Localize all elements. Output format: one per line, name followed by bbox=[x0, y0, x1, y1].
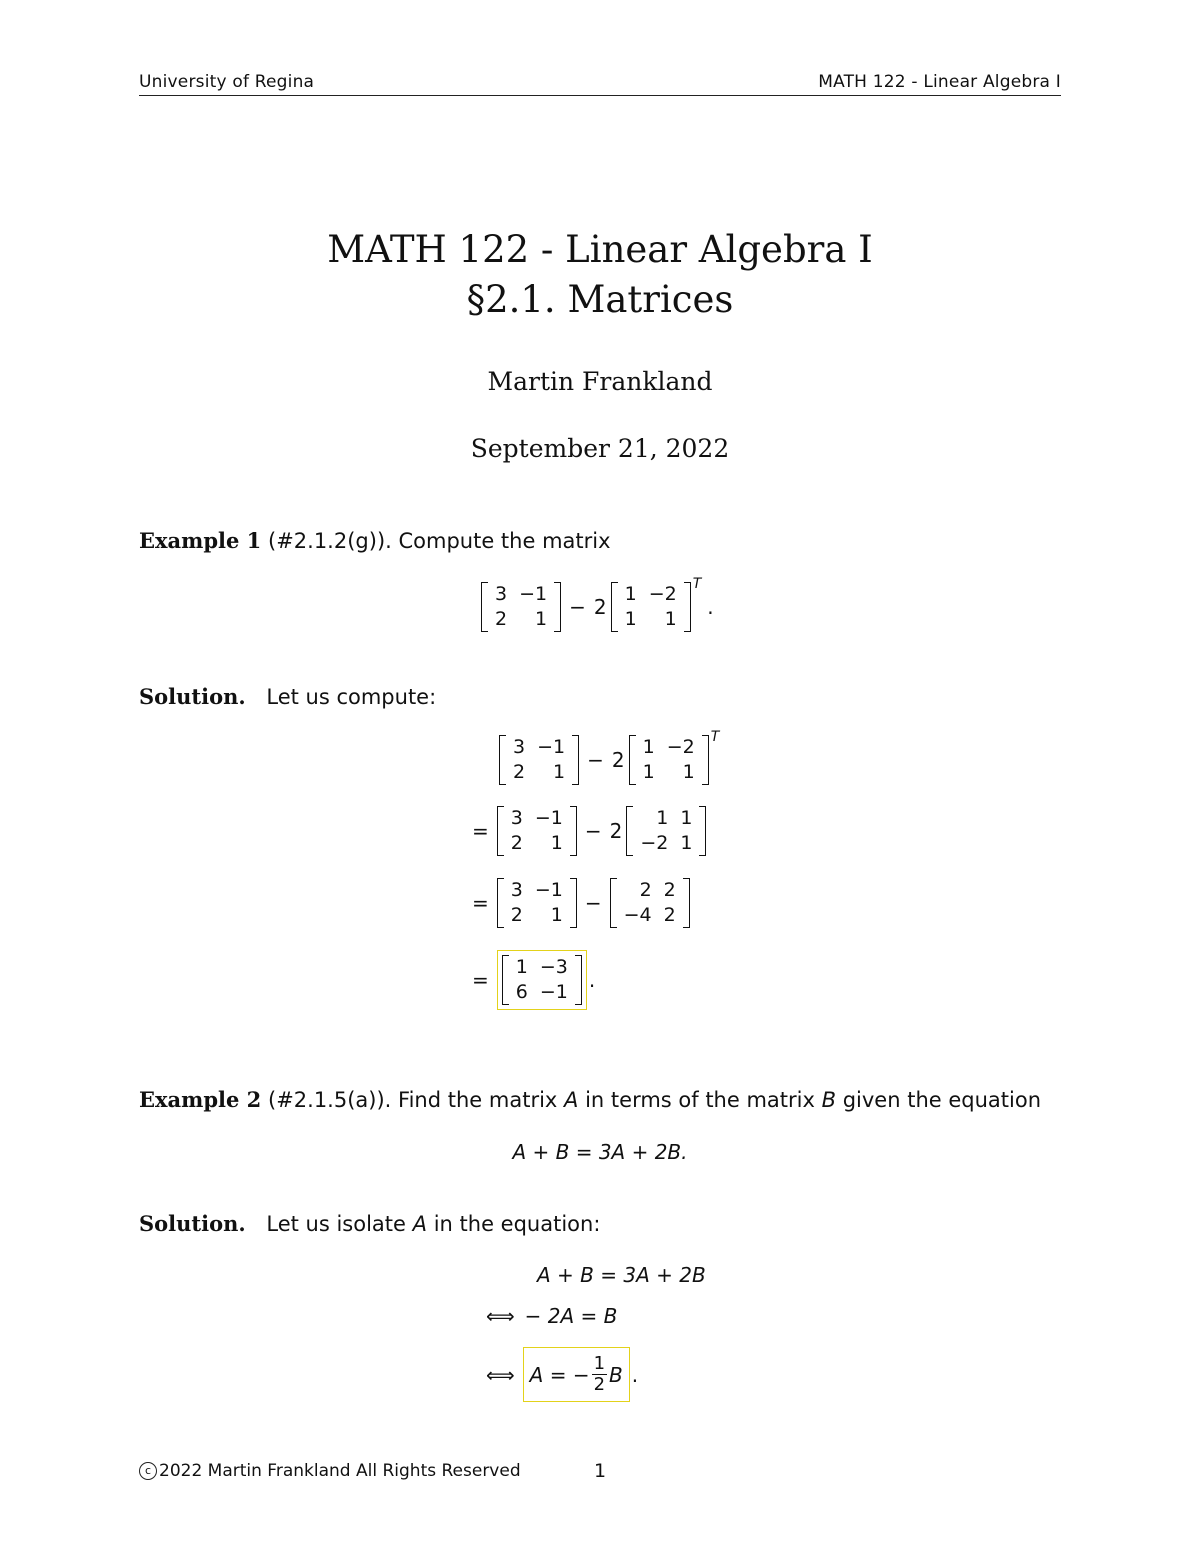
matrix-entry: 3 bbox=[510, 879, 523, 901]
example-1-statement bbox=[139, 528, 611, 553]
solution-2-line-3: ⟺ A = − $\frac{1}{2}$ B . bbox=[486, 1347, 638, 1402]
page-number: 1 bbox=[594, 1460, 607, 1482]
solution-1-result: = 1 −3 6 −1 . bbox=[472, 950, 595, 1010]
footer-copyright: c 2022 Martin Frankland All Rights Reserved bbox=[139, 1461, 521, 1481]
matrix-entry: 2 bbox=[510, 832, 523, 854]
matrix-entry: 1 bbox=[624, 583, 637, 605]
matrix-entry: −3 bbox=[539, 956, 568, 978]
transpose-superscript: T bbox=[692, 576, 702, 592]
example-1-expression: 3 −1 2 1 − 2 1 −2 1 1 T . bbox=[481, 582, 714, 632]
matrix-entry: −2 bbox=[648, 583, 677, 605]
matrix-entry: −1 bbox=[539, 981, 568, 1003]
solution-2-label: Solution. bbox=[139, 1211, 246, 1236]
iff-symbol: ⟺ bbox=[486, 1304, 515, 1328]
example-2-label: Example 2 bbox=[139, 1087, 262, 1112]
matrix-entry: 1 bbox=[642, 736, 655, 758]
solution-1-line-2: = 3 −1 2 1 − 2 1 1 −2 1 bbox=[472, 806, 706, 856]
matrix-entry: 2 bbox=[639, 879, 652, 901]
matrix-entry: 3 bbox=[513, 736, 526, 758]
matrix-entry: 1 bbox=[680, 807, 693, 829]
header-rule bbox=[139, 95, 1061, 96]
matrix-entry: 1 bbox=[664, 608, 677, 630]
matrix-entry: −2 bbox=[640, 832, 669, 854]
matrix-entry: −2 bbox=[666, 736, 695, 758]
matrix-entry: 6 bbox=[515, 981, 528, 1003]
matrix-entry: 1 bbox=[642, 761, 655, 783]
matrix-entry: 2 bbox=[510, 904, 523, 926]
section-title: §2.1. Matrices bbox=[466, 278, 734, 321]
example-2-statement: Example 2 (#2.1.5(a)). Find the matrix A in terms of the matrix B given the equation bbox=[139, 1087, 1042, 1112]
example-1-text: Compute the matrix bbox=[398, 529, 611, 553]
date: September 21, 2022 bbox=[470, 434, 730, 463]
iff-symbol: ⟺ bbox=[486, 1362, 515, 1387]
matrix-entry: −1 bbox=[519, 583, 548, 605]
fraction-one-half: $\frac{1}{2}$ bbox=[593, 1353, 606, 1395]
solution-1-line-1: 3 −1 2 1 − 2 1 −2 1 1 T bbox=[499, 735, 719, 785]
matrix-entry: 1 bbox=[553, 761, 566, 783]
header-course: MATH 122 - Linear Algebra I bbox=[818, 72, 1061, 92]
matrix-entry: 2 bbox=[495, 608, 508, 630]
solution-1-label: Solution. bbox=[139, 684, 246, 709]
matrix-result bbox=[502, 955, 582, 1005]
matrix-a bbox=[497, 806, 577, 856]
matrix-entry: 1 bbox=[550, 832, 563, 854]
matrix-b-transpose bbox=[626, 806, 706, 856]
matrix-entry: −1 bbox=[534, 879, 563, 901]
matrix-a bbox=[499, 735, 579, 785]
matrix-two-b-transpose bbox=[610, 878, 690, 928]
matrix-entry: −1 bbox=[534, 807, 563, 829]
header-institution: University of Regina bbox=[139, 72, 315, 92]
result-highlight-box: A = − $\frac{1}{2}$ B bbox=[523, 1347, 630, 1402]
matrix-b bbox=[611, 582, 691, 632]
matrix-a bbox=[497, 878, 577, 928]
matrix-entry: 1 bbox=[535, 608, 548, 630]
matrix-entry: 1 bbox=[680, 832, 693, 854]
solution-1-intro: Solution. Let us compute: bbox=[139, 684, 437, 709]
example-1-ref: (#2.1.2(g)). bbox=[268, 529, 392, 553]
matrix-entry: 2 bbox=[513, 761, 526, 783]
matrix-entry: 2 bbox=[663, 904, 676, 926]
matrix-entry: 1 bbox=[515, 956, 528, 978]
matrix-entry: 1 bbox=[550, 904, 563, 926]
example-1-label: Example 1 bbox=[139, 528, 262, 553]
solution-2-intro: Solution. Let us isolate A in the equation: bbox=[139, 1211, 601, 1236]
result-highlight-box bbox=[497, 950, 587, 1010]
solution-2-line-1: A + B = 3A + 2B bbox=[537, 1263, 706, 1287]
matrix-b bbox=[629, 735, 709, 785]
matrix-entry: −1 bbox=[537, 736, 566, 758]
matrix-entry: 3 bbox=[495, 583, 508, 605]
example-2-equation: A + B = 3A + 2B. bbox=[512, 1140, 688, 1164]
matrix-a bbox=[481, 582, 561, 632]
solution-2-line-2: ⟺ − 2A = B bbox=[486, 1304, 618, 1328]
matrix-entry: 1 bbox=[682, 761, 695, 783]
matrix-entry: −4 bbox=[623, 904, 652, 926]
solution-1-line-3: = 3 −1 2 1 − 2 2 −4 2 bbox=[472, 878, 690, 928]
matrix-entry: 1 bbox=[624, 608, 637, 630]
copyright-icon: c bbox=[139, 1462, 157, 1480]
matrix-entry: 3 bbox=[510, 807, 523, 829]
author: Martin Frankland bbox=[487, 367, 713, 396]
document-title: MATH 122 - Linear Algebra I bbox=[327, 228, 873, 271]
matrix-entry: 2 bbox=[663, 879, 676, 901]
matrix-entry: 1 bbox=[656, 807, 669, 829]
